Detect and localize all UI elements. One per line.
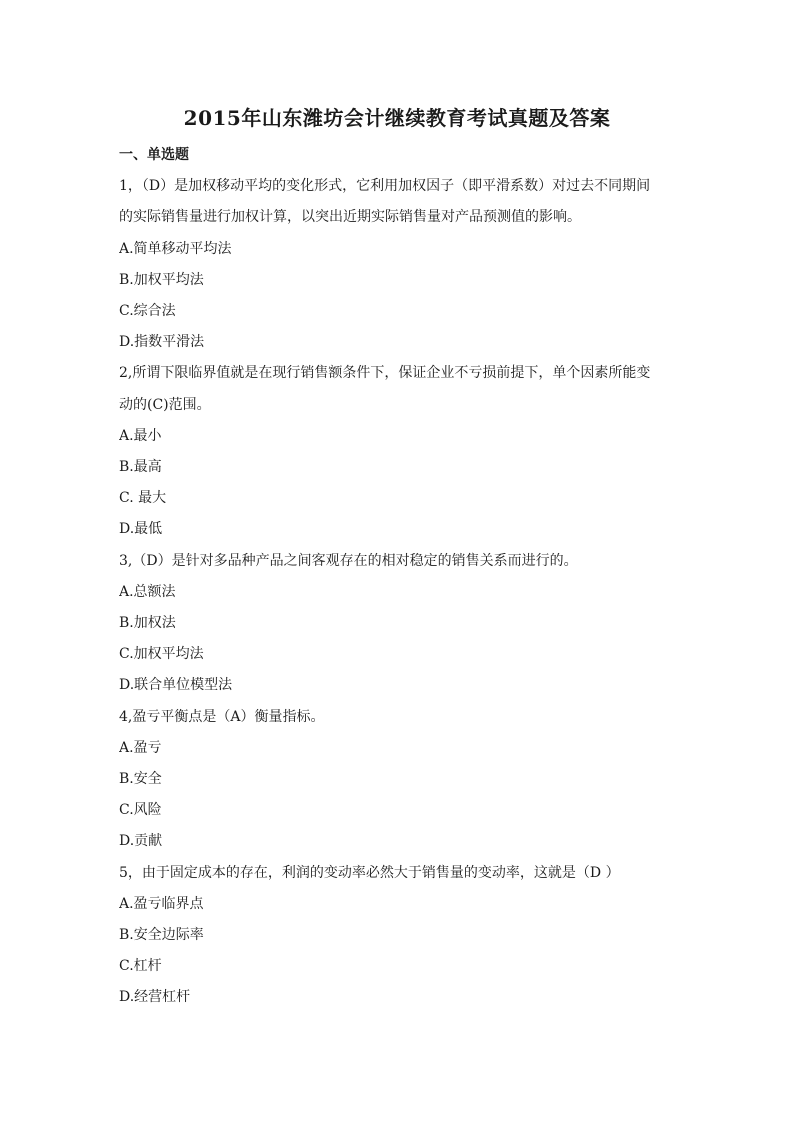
option-d: D.经营杠杆 [119,989,191,1006]
option-d: D.指数平滑法 [119,334,205,351]
option-d: D.联合单位模型法 [119,677,233,694]
question-5 [119,858,679,1014]
option-c: C.风险 [119,802,162,819]
option-a: A.盈亏 [119,739,162,756]
question-2 [119,358,679,545]
document-title: 2015年山东潍坊会计继续教育考试真题及答案 [183,106,611,130]
option-b: B.加权法 [119,615,176,632]
option-c: C.综合法 [119,303,176,320]
option-c: C.加权平均法 [119,646,204,663]
option-a: A.简单移动平均法 [119,240,232,257]
question-1 [119,171,679,358]
question-text-line: 1，（D）是加权移动平均的变化形式，它利用加权因子（即平滑系数）对过去不同期间 [119,178,651,195]
option-a: A.盈亏临界点 [119,895,204,912]
document-body [119,140,679,1014]
option-b: B.加权平均法 [119,271,204,288]
option-c: C. 最大 [119,490,167,507]
option-d: D.最低 [119,521,163,538]
question-text-line: 5，由于固定成本的存在，利润的变动率必然大于销售量的变动率，这就是（D ） [119,864,620,881]
question-text-line: 动的(C)范围。 [119,396,211,413]
question-4 [119,702,679,858]
question-text-line: 的实际销售量进行加权计算，以突出近期实际销售量对产品预测值的影响。 [119,209,581,226]
question-text-line: 3,（D）是针对多品种产品之间客观存在的相对稳定的销售关系而进行的。 [119,552,578,569]
option-a: A.最小 [119,427,162,444]
option-b: B.安全 [119,771,162,788]
question-text-line: 4,盈亏平衡点是（A）衡量指标。 [119,708,325,725]
option-a: A.总额法 [119,583,176,600]
option-b: B.安全边际率 [119,927,204,944]
question-3 [119,546,679,702]
question-text-line: 2,所谓下限临界值就是在现行销售额条件下，保证企业不亏损前提下，单个因素所能变 [119,365,651,382]
option-d: D.贡献 [119,833,163,850]
section-heading: 一、单选题 [119,147,189,163]
option-c: C.杠杆 [119,958,162,975]
option-b: B.最高 [119,459,162,476]
